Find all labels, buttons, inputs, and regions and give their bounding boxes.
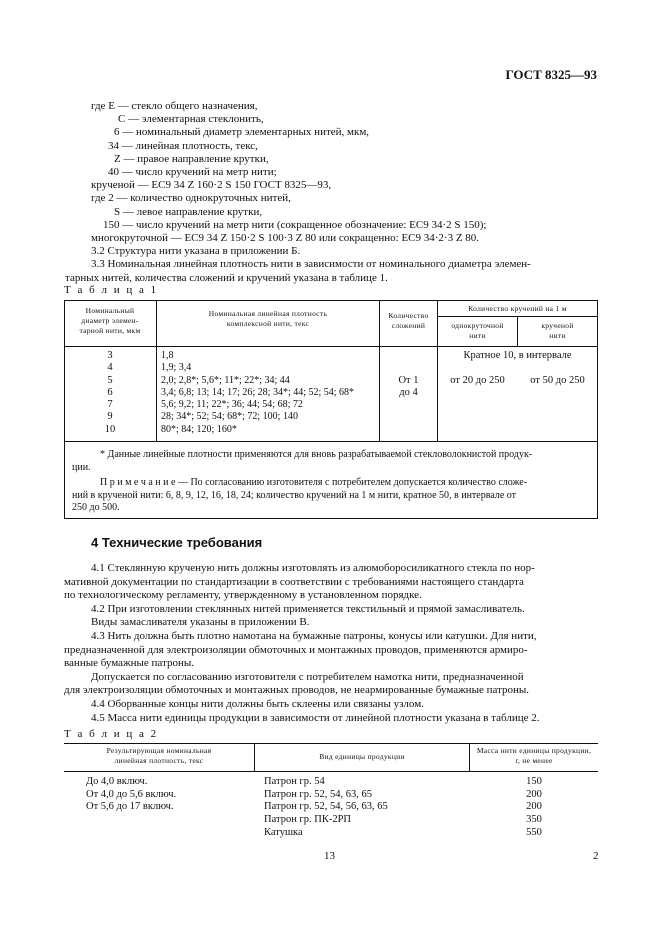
header-diameter	[66, 306, 154, 336]
header-twisted	[518, 321, 597, 341]
text-line: 4.3 Нить должна быть плотно намотана на бумажные патроны, конусы или катушки. Для нити,	[91, 629, 537, 642]
table-cell: 3,4; 6,8; 13; 14; 17; 26; 28; 34*; 44; 52; 54; 68*	[161, 386, 355, 398]
legend-line: 6 — номинальный диаметр элементарных нитей, мкм,	[114, 126, 370, 139]
table-cell: 550	[526, 826, 542, 838]
header-line: г, не менее	[515, 756, 553, 765]
twisted-range: от 50 до 250	[530, 375, 585, 386]
note-line: ний в крученой нити: 6, 8, 9, 12, 16, 18, 24; количество кручений на 1 м нити, кратное 50, в интервале от	[72, 489, 517, 501]
legend-line: крученой — ЕС9 34 Z 160·2 S 150 ГОСТ 8325—93,	[91, 179, 332, 192]
table-cell: 10	[104, 423, 116, 435]
legend-line: 3.3 Номинальная линейная плотность нити в зависимости от номинального диаметра элемен-	[91, 258, 531, 271]
text-line: Допускается по согласованию изготовителя с потребителем намотка нити, предназначенной	[91, 670, 524, 683]
folds-cell	[380, 375, 437, 400]
table-cell: 150	[526, 776, 542, 787]
legend-line: где 2 — количество однокруточных нитей,	[91, 192, 291, 205]
footnote-line: ции.	[72, 461, 91, 473]
text-line: для электроизоляции обмоточных и монтажных проводов, не неармированные бумажные патроны.	[64, 684, 530, 697]
table2-title: Т а б л и ц а 2	[64, 728, 159, 740]
text-line: ванные бумажные патроны.	[64, 657, 194, 670]
table-cell: 3	[107, 350, 113, 361]
legend-line: S — левое направление крутки,	[114, 205, 263, 218]
header-unit: Вид единицы продукции	[319, 752, 405, 761]
legend-line: 40 — число кручений на метр нити;	[108, 166, 277, 179]
table-cell: 1,9; 3,4	[161, 362, 192, 374]
header-result-density	[64, 746, 254, 766]
table-cell: До 4,0 включ.	[86, 776, 148, 787]
header-line: Масса нити единицы продукции,	[476, 746, 592, 755]
header-mass	[470, 746, 598, 766]
document-code: ГОСТ 8325—93	[505, 67, 597, 82]
header-line: Результирующая номинальная	[106, 746, 212, 755]
note-text: — По согласованию изготовителя с потребителем допускается количество сложе-	[175, 477, 528, 488]
header-line: тарной нити, мкм	[79, 326, 141, 335]
text-line: 4.1 Стеклянную крученую нить должны изготовлять из алюмоборосиликатного стекла по нор-	[91, 562, 535, 574]
header-line: Количество	[388, 311, 429, 320]
mass-column	[470, 776, 598, 840]
note-line: 250 до 500.	[72, 502, 120, 513]
header-line: Номинальная линейная плотность	[208, 309, 328, 318]
note-label: П р и м е ч а н и е	[100, 477, 176, 488]
table-cell: 200	[526, 801, 542, 813]
unit-column	[264, 776, 469, 840]
header-line: нити	[469, 331, 486, 340]
footnote-line: * Данные линейные плотности применяются для вновь разрабатываемой стекловолокнистой продук-	[100, 449, 533, 460]
table-cell: Патрон гр. 52, 54, 63, 65	[264, 788, 372, 800]
header-folds	[380, 311, 437, 331]
legend-line: Z — правое направление крутки,	[114, 152, 269, 165]
legend-line: многокруточной — ЕС9 34 Z 150·2 S 100·3 Z 80 или сокращенно: ЕС9 34·2·3 Z 80.	[91, 232, 480, 245]
legend-line: 34 — линейная плотность, текс,	[108, 139, 258, 152]
table2	[64, 743, 598, 843]
paragraph	[64, 671, 598, 698]
table-cell: 350	[526, 814, 542, 826]
header-line: диаметр элемен-	[81, 316, 139, 325]
table-cell: Патрон гр. ПК-2РП	[264, 814, 351, 826]
legend-line: тарных нитей, количества сложений и кручений указана в таблице 1.	[65, 271, 388, 284]
table-cell: От 5,6 до 17 включ.	[86, 801, 174, 813]
twist-note: Кратное 10, в интервале	[463, 350, 572, 361]
table1	[64, 300, 598, 518]
table-cell: От 1	[398, 375, 419, 386]
text-line: мативной документации по стандартизации в соответствии с требованиями настоящего стандарта	[64, 575, 524, 588]
designation-legend	[65, 100, 598, 285]
table1-footnote	[72, 449, 592, 515]
header-twists: Количество кручений на 1 м	[468, 304, 567, 313]
density-column	[86, 776, 254, 814]
header-line: комплексной нити, текс	[226, 319, 310, 328]
page-number: 13	[324, 850, 335, 862]
table-cell: 9	[107, 411, 113, 423]
paragraph	[64, 562, 598, 603]
note-line	[72, 477, 592, 490]
header-single	[438, 321, 517, 341]
table1-title: Т а б л и ц а 1	[64, 284, 159, 296]
header-line: линейная плотность, текс	[114, 756, 204, 765]
table-cell: Патрон гр. 52, 54, 56, 63, 65	[264, 801, 388, 813]
diameter-column	[64, 350, 156, 436]
table-cell: 6	[107, 386, 113, 398]
legend-line: 150 — число кручений на метр нити (сокращенное обозначение: ЕС9 34·2 S 150);	[103, 218, 487, 231]
legend-line: С — элементарная стеклонить,	[118, 113, 264, 126]
paragraph	[64, 630, 598, 671]
text-line: Виды замасливателя указаны в приложении В.	[91, 616, 310, 629]
header-line: нити	[549, 331, 566, 340]
table-cell: От 4,0 до 5,6 включ.	[86, 788, 177, 800]
table-cell: 7	[107, 399, 113, 411]
table-cell: 80*; 84; 120; 160*	[161, 423, 237, 435]
text-line: по технологическому регламенту, утвержденному в установленном порядке.	[64, 589, 422, 602]
text-line: предназначенной для электроизоляции обмоточных и монтажных проводов, применяются армиро-	[64, 643, 528, 656]
table-cell: 1,8	[161, 350, 174, 361]
single-range: от 20 до 250	[450, 375, 505, 386]
section4-body	[64, 562, 598, 725]
text-line: 4.5 Масса нити единицы продукции в зависимости от линейной плотности указана в таблице 2.	[91, 711, 540, 724]
text-line: 4.2 При изготовлении стеклянных нитей применяется текстильный и прямой замасливатель.	[91, 602, 525, 615]
table-cell: Катушка	[264, 826, 303, 838]
table-cell: 2,0; 2,8*; 5,6*; 11*; 22*; 34; 44	[161, 374, 290, 386]
legend-line: где Е — стекло общего назначения,	[91, 100, 258, 112]
header-line: крученой	[541, 321, 574, 330]
section-title: 4 Технические требования	[91, 535, 263, 550]
text-line: 4.4 Оборванные концы нити должны быть склеены или связаны узлом.	[91, 697, 424, 710]
legend-line: 3.2 Структура нити указана в приложении Б.	[91, 245, 301, 258]
density-column	[161, 350, 379, 436]
header-line: сложений	[391, 321, 426, 330]
header-line: однокруточной	[451, 321, 504, 330]
table-cell: Патрон гр. 54	[264, 776, 325, 787]
table-cell: до 4	[399, 387, 418, 399]
table-cell: 200	[526, 788, 542, 800]
table-cell: 4	[107, 362, 113, 374]
sheet-number: 2	[593, 850, 599, 862]
table-cell: 5,6; 9,2; 11; 22*; 36; 44; 54; 68; 72	[161, 399, 303, 411]
header-line: Номинальный	[85, 306, 135, 315]
header-density	[158, 309, 378, 329]
table-cell: 28; 34*; 52; 54; 68*; 72; 100; 140	[161, 411, 298, 423]
table-cell: 5	[107, 374, 113, 386]
